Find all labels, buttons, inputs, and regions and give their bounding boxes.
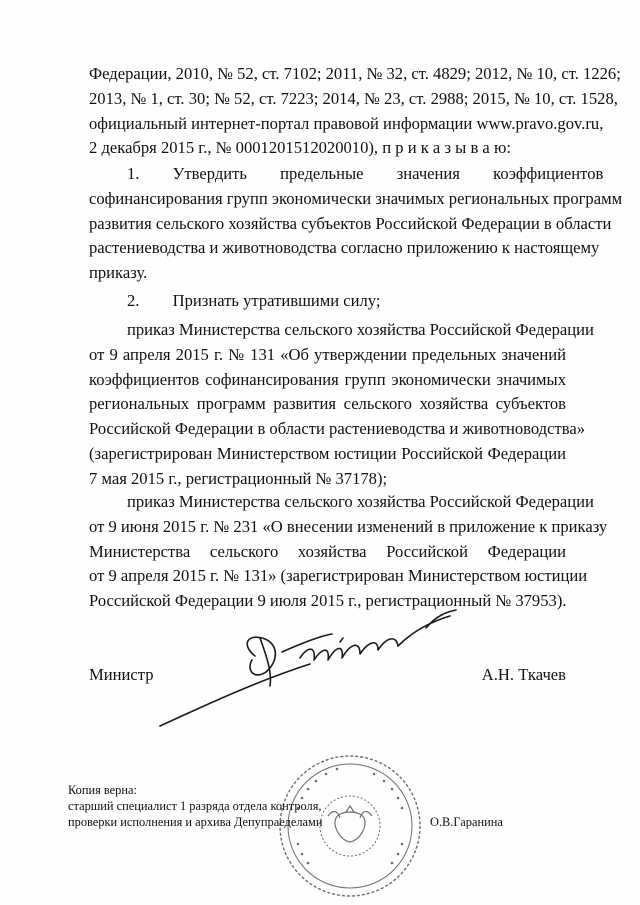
item-1-line: растениеводства и животноводства согласно приложению к настоящему xyxy=(89,238,600,258)
order-1-paragraph xyxy=(89,318,594,492)
order-1-line: приказ Министерства сельского хозяйства Российской Федерации xyxy=(127,320,594,339)
copy-signer-name: О.В.Гаранина xyxy=(430,815,503,829)
order-1-line: Российской Федерации в области растениеводства и животноводства» xyxy=(89,419,586,439)
order-2-line: Министерства сельского хозяйства Российской Федерации xyxy=(89,541,566,561)
item-1-line: приказу. xyxy=(89,263,148,283)
item-1-line: развития сельского хозяйства субъектов Российской Федерации в области xyxy=(89,213,612,233)
intro-paragraph xyxy=(89,62,621,161)
signature-image xyxy=(150,598,480,733)
intro-line: 2 декабря 2015 г., № 0001201512020010), п р и к а з ы в а ю: xyxy=(89,138,511,158)
item-1-line: софинансирования групп экономически значимых региональных программ xyxy=(89,188,623,208)
order-2-paragraph xyxy=(89,490,608,614)
order-1-line: региональных программ развития сельского хозяйства субъектов xyxy=(89,394,566,414)
item-1-paragraph xyxy=(89,162,623,286)
copy-position-line-2: проверки исполнения и архива Депупраеделами xyxy=(68,815,323,829)
minister-title: Министр xyxy=(89,665,154,684)
item-2-paragraph xyxy=(89,289,566,314)
intro-line: 2013, № 1, ст. 30; № 52, ст. 7223; 2014, № 23, ст. 2988; 2015, № 10, ст. 1528, xyxy=(89,88,618,108)
order-2-line: от 9 апреля 2015 г. № 131» (зарегистрирован Министерством юстиции xyxy=(89,566,588,586)
order-1-line: (зарегистрирован Министерством юстиции Российской Федерации xyxy=(89,443,566,463)
item-1-line: 1. Утвердить предельные значения коэффициентов xyxy=(127,164,604,183)
minister-name: А.Н. Ткачев xyxy=(481,665,566,684)
order-2-line: Российской Федерации 9 июля 2015 г., регистрационный № 37953). xyxy=(89,591,567,611)
order-2-line: приказ Министерства сельского хозяйства Российской Федерации xyxy=(127,492,594,511)
item-2-label: 2. Признать утратившими силу; xyxy=(127,291,381,310)
intro-line: Федерации, 2010, № 52, ст. 7102; 2011, № 32, ст. 4829; 2012, № 10, ст. 1226; xyxy=(89,64,621,83)
copy-certified-label: Копия верна: xyxy=(68,783,137,797)
intro-line: официальный интернет-портал правовой информации www.pravo.gov.ru, xyxy=(89,113,604,133)
order-1-line: коэффициентов софинансирования групп экономически значимых xyxy=(89,369,566,389)
copy-position-line-1: старший специалист 1 разряда отдела контроля, xyxy=(68,799,322,813)
order-2-line: от 9 июня 2015 г. № 231 «О внесении изменений в приложение к приказу xyxy=(89,516,608,536)
order-1-line: 7 мая 2015 г., регистрационный № 37178); xyxy=(89,468,388,488)
order-1-line: от 9 апреля 2015 г. № 131 «Об утверждении предельных значений xyxy=(89,344,566,364)
